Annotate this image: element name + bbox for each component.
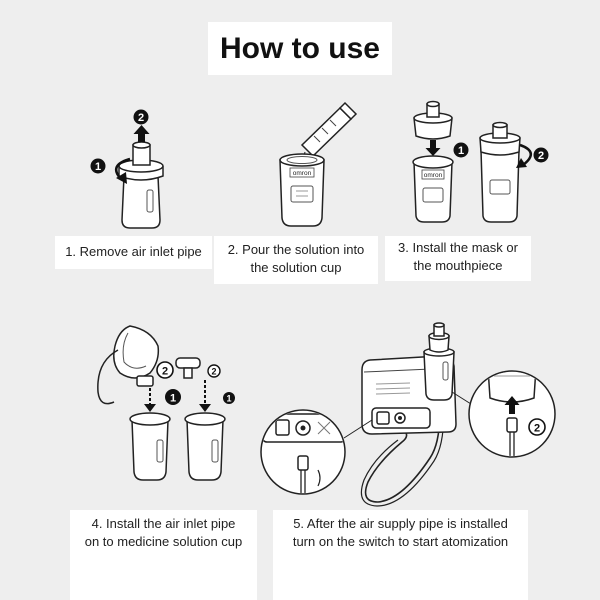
caption-line: the solution cup xyxy=(250,260,342,275)
step-3-caption xyxy=(385,236,531,281)
device-logo: omron xyxy=(423,172,443,179)
caption-line: 1. Remove air inlet pipe xyxy=(65,244,202,259)
step-1-caption xyxy=(55,236,212,269)
step-4-marker-1-left xyxy=(165,389,181,405)
nebulizer-cup-left xyxy=(130,413,170,480)
step-2-illustration xyxy=(280,103,356,226)
step-5-caption xyxy=(273,510,528,600)
nebulizer-on-unit xyxy=(424,323,454,400)
step-3-marker-2 xyxy=(534,148,549,163)
down-arrow-icon xyxy=(426,140,441,156)
caption-line: 4. Install the air inlet pipe xyxy=(91,516,236,531)
solution-cup xyxy=(280,154,324,226)
step-1-marker-2 xyxy=(134,110,149,125)
nebulizer-cup xyxy=(119,160,163,228)
step-2-caption xyxy=(214,236,378,284)
face-mask xyxy=(98,326,159,404)
svg-text:1: 1 xyxy=(169,392,177,405)
svg-text:1: 1 xyxy=(457,145,465,157)
nebulizer-cup-assembled xyxy=(480,123,520,223)
mouthpiece-part xyxy=(176,358,200,378)
caption-line: 3. Install the mask or xyxy=(398,240,518,255)
step-3-marker-1 xyxy=(454,143,469,158)
nebulizer-cup-open xyxy=(413,156,453,222)
caption-line: turn on the switch to start atomization xyxy=(292,534,509,549)
step-1-illustration xyxy=(91,110,164,229)
step-5-marker-2 xyxy=(529,419,545,435)
caption-line: 5. After the air supply pipe is installed xyxy=(293,516,508,531)
dashed-arrow-right xyxy=(199,380,211,412)
step-4-caption xyxy=(70,510,257,600)
dashed-arrow-left xyxy=(144,388,156,412)
mouthpiece-adapter xyxy=(414,102,452,140)
caption-line: the mouthpiece xyxy=(413,258,503,273)
svg-text:2: 2 xyxy=(161,365,169,378)
title-box xyxy=(208,22,392,75)
svg-text:2: 2 xyxy=(211,366,217,377)
cup-connection-zoom-inset xyxy=(469,368,555,460)
step-1-marker-1 xyxy=(91,159,106,174)
svg-text:2: 2 xyxy=(137,112,145,124)
step-4-marker-2-mask xyxy=(157,362,173,378)
svg-text:1: 1 xyxy=(94,161,102,173)
step-4-marker-2-mouthpiece xyxy=(208,365,220,377)
step-4-illustration xyxy=(98,326,235,480)
caption-line: 2. Pour the solution into xyxy=(227,242,365,257)
device-logo: omron xyxy=(292,170,312,177)
step-3-illustration xyxy=(413,102,549,223)
solution-bottle xyxy=(302,103,356,162)
nebulizer-cup-right xyxy=(185,413,225,480)
air-inlet-pipe xyxy=(133,142,150,165)
step-4-marker-1-right xyxy=(223,392,235,404)
page-title: How to use xyxy=(219,31,380,65)
step-5-illustration xyxy=(261,323,555,506)
switch-zoom-inset xyxy=(261,410,346,496)
svg-text:1: 1 xyxy=(226,393,232,404)
svg-text:2: 2 xyxy=(533,422,541,435)
caption-line: on to medicine solution cup xyxy=(84,534,243,549)
up-arrow-icon xyxy=(134,125,150,142)
power-switch xyxy=(377,412,389,424)
svg-text:2: 2 xyxy=(537,150,545,162)
